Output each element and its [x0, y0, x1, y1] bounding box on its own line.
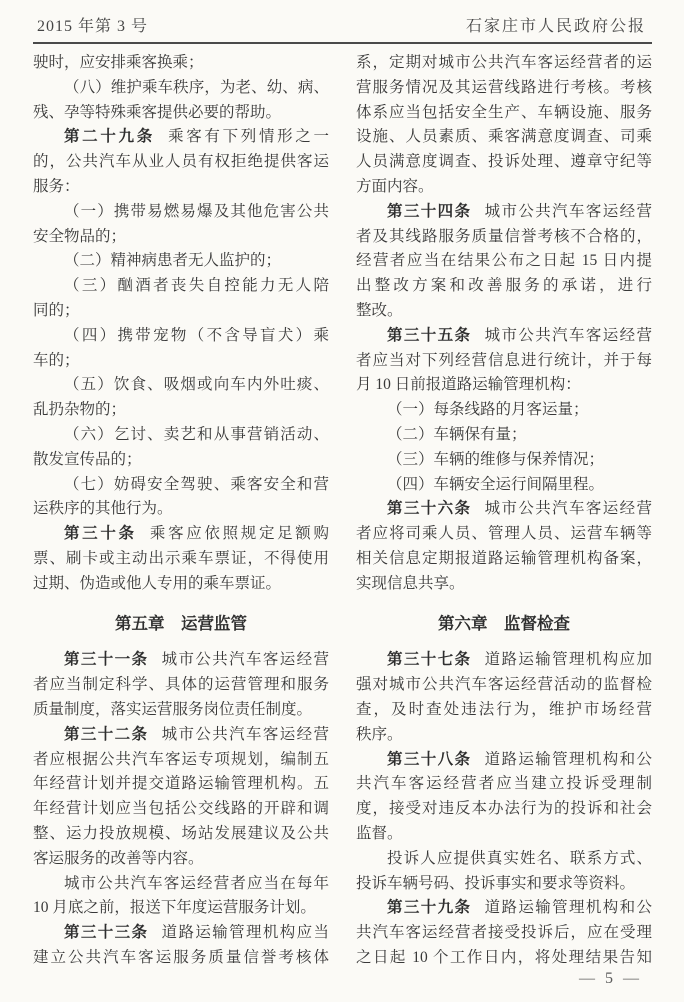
text-line: 出整改方案和改善服务的承诺，进行 — [356, 277, 652, 295]
text-line: 的，公共汽车从业人员有权拒绝提供客运 — [33, 153, 329, 171]
text-line: 人员满意度调查、投诉处理、遵章守纪等 — [356, 153, 652, 171]
right-column — [356, 51, 652, 971]
text-line: （三）车辆的维修与保养情况； — [387, 450, 605, 468]
text-line: 系，定期对城市公共汽车客运经营者的运 — [356, 54, 652, 71]
text-line: 实现信息共享。 — [356, 574, 465, 592]
article-number: 第三十三条 — [64, 924, 149, 942]
page-footer — [579, 970, 642, 988]
article-number: 第二十九条 — [64, 128, 155, 146]
article-number: 第三十七条 — [387, 651, 472, 669]
text-line — [33, 648, 329, 673]
article-number: 第三十条 — [64, 525, 137, 543]
article-number: 第三十九条 — [387, 899, 472, 917]
text-line: （四）携带宠物（不含导盲犬）乘 — [64, 326, 329, 344]
text-line: （五）饮食、吸烟或向车内外吐痰、 — [64, 376, 329, 394]
text-line — [356, 324, 652, 349]
text-line: 者应根据公共汽车客运专项规划，编制五 — [33, 750, 329, 768]
article-text: 道路运输管理机构应当 — [161, 924, 329, 942]
text-line: （一）每条线路的月客运量； — [387, 401, 589, 419]
text-line: 相关信息定期报道路运输管理机构备案， — [356, 549, 652, 567]
text-line: 散发宣传品的； — [33, 450, 142, 468]
text-line: 残、孕等特殊乘客提供必要的帮助。 — [33, 103, 282, 121]
article-number: 第三十二条 — [64, 725, 149, 743]
article-number: 第三十八条 — [387, 750, 472, 768]
text-line: 服务： — [33, 177, 80, 195]
text-line — [33, 125, 329, 150]
text-line: 方面内容。 — [356, 177, 434, 195]
text-line: 安全物品的； — [33, 227, 127, 245]
text-line: 年经营计划并提交道路运输管理机构。五 — [33, 775, 329, 793]
text-line: 共汽车客运经营者应当建立投诉受理制 — [356, 775, 652, 793]
article-text: 城市公共汽车客运经营 — [484, 202, 652, 220]
text-line: （六）乞讨、卖艺和从事营销活动、 — [64, 425, 329, 443]
article-text: 道路运输管理机构和公 — [484, 899, 652, 917]
text-line — [33, 522, 329, 547]
text-line: （三）酗酒者丧失自控能力无人陪 — [64, 277, 329, 295]
article-text: 城市公共汽车客运经营 — [161, 651, 329, 669]
text-line: 建立公共汽车客运服务质量信誉考核体 — [33, 948, 329, 966]
text-line: 经营者应当在结果公布之日起 15 日内提 — [356, 252, 652, 270]
text-line: （二）精神病患者无人监护的； — [64, 252, 282, 270]
text-line: 年经营计划应当包括公交线路的开辟和调 — [33, 800, 329, 818]
text-line: 设施、人员素质、乘客满意度调查、司乘 — [356, 128, 652, 146]
text-line — [356, 748, 652, 773]
text-line: 投诉车辆号码、投诉事实和要求等资料。 — [356, 874, 636, 892]
article-text: 城市公共汽车客运经营 — [484, 326, 652, 344]
text-line: 体系应当包括安全生产、车辆设施、服务 — [356, 103, 652, 121]
text-line: 共汽车客运经营者接受投诉后，应在受理 — [356, 924, 652, 942]
text-line: 查，及时查处违法行为，维护市场经营 — [356, 700, 652, 718]
text-line: 者应当对下列经营信息进行统计，并于每 — [356, 351, 652, 369]
text-line: 营服务情况及其运营线路进行考核。考核 — [356, 78, 652, 96]
text-line — [33, 723, 329, 748]
left-column — [33, 51, 329, 971]
text-line: （八）维护乘车秩序，为老、幼、病、 — [64, 78, 329, 96]
article-text: 道路运输管理机构和公 — [484, 750, 652, 768]
page-number: — 5 — — [579, 970, 642, 987]
article-text: 乘客有下列情形之一 — [168, 128, 329, 146]
issue-number: 2015 年第 3 号 — [37, 18, 149, 35]
text-line: 质量制度，落实运营服务岗位责任制度。 — [33, 700, 313, 718]
text-line — [356, 200, 652, 225]
text-line: 之日起 10 个工作日内，将处理结果告知 — [356, 948, 652, 966]
text-line — [356, 648, 652, 673]
text-line: 月 10 日前报道路运输管理机构： — [356, 376, 581, 394]
text-line: （一）携带易燃易爆及其他危害公共 — [64, 202, 329, 220]
text-line: 整、运力投放规模、场站发展建议及公共 — [33, 824, 329, 842]
text-line: 票、刷卡或主动出示乘车票证，不得使用 — [33, 549, 329, 567]
article-number: 第三十一条 — [64, 651, 149, 669]
text-line: 10 月底之前，报送下年度运营服务计划。 — [33, 899, 316, 917]
text-line: 过期、伪造或他人专用的乘车票证。 — [33, 574, 282, 592]
text-line: 投诉人应提供真实姓名、联系方式、 — [387, 849, 652, 867]
text-line — [33, 921, 329, 946]
text-line: （七）妨碍安全驾驶、乘客安全和营 — [64, 475, 329, 493]
article-text: 城市公共汽车客运经营 — [161, 725, 329, 743]
page-header — [33, 13, 652, 44]
text-line: 秩序。 — [356, 725, 403, 743]
text-line: 车的； — [33, 351, 80, 369]
text-line — [356, 497, 652, 522]
two-column-body — [33, 51, 652, 971]
text-line: 度，接受对违反本办法行为的投诉和社会 — [356, 800, 652, 818]
text-line: 者应将司乘人员、管理人员、运营车辆等 — [356, 525, 652, 543]
article-number: 第三十五条 — [387, 326, 472, 344]
text-line: 城市公共汽车客运经营者应当在每年 — [64, 874, 329, 892]
chapter-heading: 第五章 运营监管 — [115, 614, 247, 633]
text-line: （四）车辆安全运行间隔里程。 — [387, 475, 605, 493]
text-line: 客运服务的改善等内容。 — [33, 849, 204, 867]
text-line: 同的； — [33, 301, 80, 319]
article-text: 道路运输管理机构应加 — [484, 651, 652, 669]
text-line: 整改。 — [356, 301, 403, 319]
text-line: 监督。 — [356, 824, 403, 842]
text-line: 乱扔杂物的； — [33, 401, 127, 419]
text-line: 运秩序的其他行为。 — [33, 500, 173, 518]
text-line: 者应当制定科学、具体的运营管理和服务 — [33, 676, 329, 694]
text-line: 者及其线路服务质量信誉考核不合格的， — [356, 227, 652, 245]
article-number: 第三十六条 — [387, 500, 472, 518]
text-line: 驶时，应安排乘客换乘； — [33, 54, 204, 71]
article-text: 乘客应依照规定足额购 — [149, 525, 329, 543]
article-number: 第三十四条 — [387, 202, 472, 220]
text-line — [356, 896, 652, 921]
publication-title: 石家庄市人民政府公报 — [465, 18, 646, 35]
text-line: 强对城市公共汽车客运经营活动的监督检 — [356, 676, 652, 694]
text-line: （二）车辆保有量； — [387, 425, 527, 443]
chapter-heading: 第六章 监督检查 — [438, 614, 570, 633]
article-text: 城市公共汽车客运经营 — [484, 500, 652, 518]
